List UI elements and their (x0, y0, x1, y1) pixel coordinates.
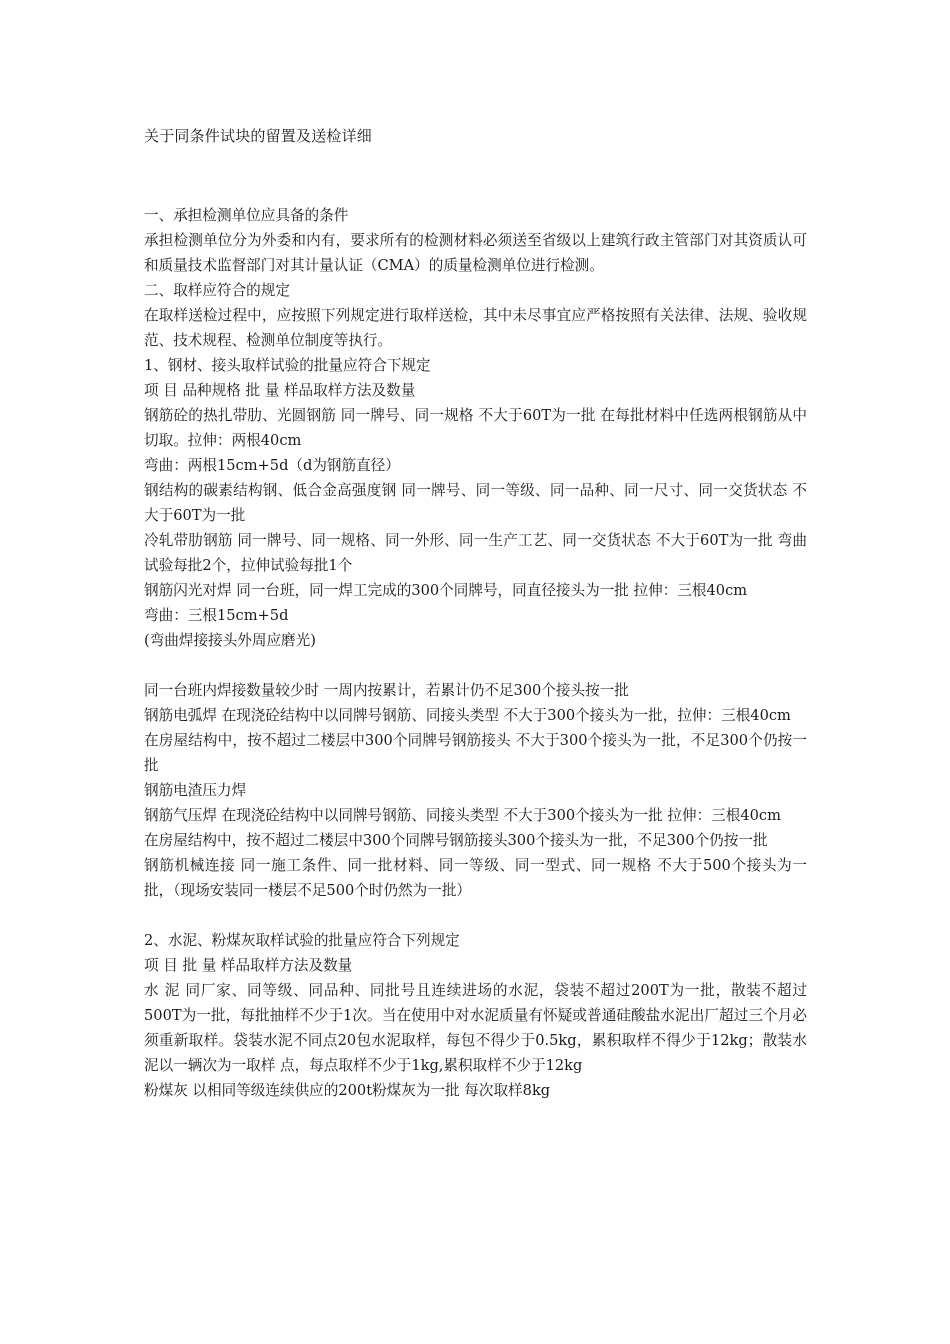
document-title: 关于同条件试块的留置及送检详细 (144, 127, 373, 145)
paragraph: 钢筋气压焊 在现浇砼结构中以同牌号钢筋、同接头类型 不大于300个接头为一批 拉伸：三根40cm (144, 807, 781, 824)
section-heading-2: 二、取样应符合的规定 (144, 282, 290, 299)
paragraph: 冷轧带肋钢筋 同一牌号、同一规格、同一外形、同一生产工艺、同一交货状态 不大于60T为一批 弯曲试验每批2个，拉伸试验每批1个 (144, 532, 807, 574)
paragraph: 弯曲：两根15cm+5d（d为钢筋直径） (144, 457, 400, 474)
paragraph: 在房屋结构中，按不超过二楼层中300个同牌号钢筋接头 不大于300个接头为一批，不足300个仍按一批 (144, 732, 807, 774)
paragraph: 钢筋电弧焊 在现浇砼结构中以同牌号钢筋、同接头类型 不大于300个接头为一批，拉伸：三根40cm (144, 707, 791, 724)
paragraph: 钢筋砼的热扎带肋、光圆钢筋 同一牌号、同一规格 不大于60T为一批 在每批材料中任选两根钢筋从中切取。拉伸：两根40cm (144, 407, 807, 449)
document-body (144, 203, 807, 1103)
section-heading-1: 一、承担检测单位应具备的条件 (144, 207, 349, 224)
paragraph: 同一台班内焊接数量较少时 一周内按累计，若累计仍不足300个接头按一批 (144, 682, 629, 699)
blank-line (144, 903, 807, 928)
subsection-heading-2: 2、水泥、粉煤灰取样试验的批量应符合下列规定 (144, 932, 460, 949)
table-header-line: 项 目 批 量 样品取样方法及数量 (144, 957, 353, 974)
paragraph: 在房屋结构中，按不超过二楼层中300个同牌号钢筋接头300个接头为一批，不足300个仍按一批 (144, 832, 768, 849)
paragraph: 钢筋闪光对焊 同一台班，同一焊工完成的300个同牌号，同直径接头为一批 拉伸：三根40cm (144, 582, 748, 599)
paragraph: 钢筋机械连接 同一施工条件、同一批材料、同一等级、同一型式、同一规格 不大于500个接头为一批，（现场安装同一楼层不足500个时仍然为一批） (144, 857, 807, 899)
subsection-heading-1: 1、钢材、接头取样试验的批量应符合下规定 (144, 357, 431, 374)
paragraph: 钢筋电渣压力焊 (144, 782, 247, 799)
paragraph: 承担检测单位分为外委和内有，要求所有的检测材料必须送至省级以上建筑行政主管部门对其资质认可和质量技术监督部门对其计量认证（CMA）的质量检测单位进行检测。 (144, 232, 807, 274)
table-header-line: 项 目 品种规格 批 量 样品取样方法及数量 (144, 382, 416, 399)
paragraph: 粉煤灰 以相同等级连续供应的200t粉煤灰为一批 每次取样8kg (144, 1082, 551, 1099)
blank-line (144, 653, 807, 678)
paragraph: 水 泥 同厂家、同等级、同品种、同批号且连续进场的水泥，袋装不超过200T为一批，散装不超过500T为一批，每批抽样不少于1次。当在使用中对水泥质量有怀疑或普通硅酸盐水泥出厂超过三个月必须重新取样。袋装水泥不同点20包水泥取样，每包不得少于0.5kg，累积取样不得少于12kg；散装水泥以一辆次为一取样 点，每点取样不少于1kg,累积取样不少于12kg (144, 982, 807, 1074)
paragraph: 弯曲：三根15cm+5d (144, 607, 289, 624)
paragraph: 在取样送检过程中，应按照下列规定进行取样送检，其中未尽事宜应严格按照有关法律、法规、验收规范、技术规程、检测单位制度等执行。 (144, 307, 807, 349)
paragraph: 钢结构的碳素结构钢、低合金高强度钢 同一牌号、同一等级、同一品种、同一尺寸、同一交货状态 不大于60T为一批 (144, 482, 807, 524)
paragraph: (弯曲焊接接头外周应磨光) (144, 632, 316, 649)
